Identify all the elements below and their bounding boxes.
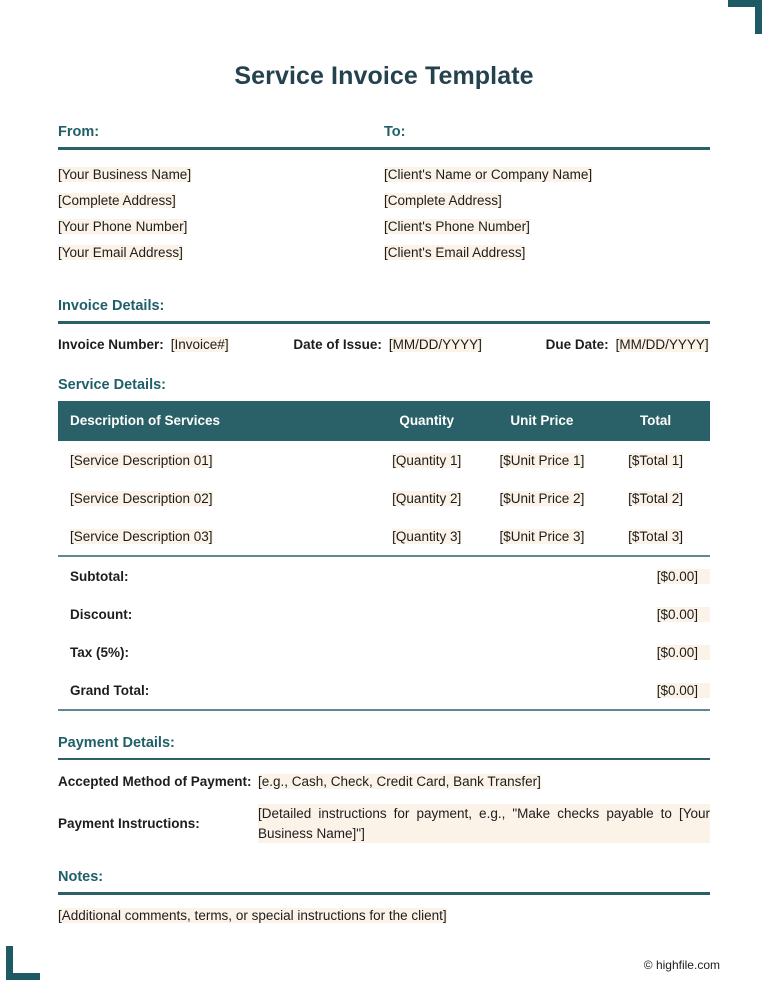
due-date-field (546, 337, 709, 352)
column-header-description: Description of Services (58, 401, 371, 441)
from-to-heading-row (58, 124, 710, 140)
from-heading: From: (58, 124, 100, 140)
notes-body (58, 908, 710, 923)
totals-row-subtotal (58, 557, 710, 595)
payment-instructions-value[interactable]: [Detailed instructions for payment, e.g., "Make checks payable to [Your Business Name]"] (258, 804, 710, 843)
invoice-number-label: Invoice Number: (58, 336, 164, 352)
invoice-number-field (58, 337, 229, 352)
cell-total (601, 517, 710, 555)
totals-row-discount (58, 595, 710, 633)
cell-quantity (371, 479, 483, 517)
document-content (58, 0, 710, 923)
service-table-header (58, 401, 710, 441)
from-to-body (58, 162, 710, 267)
subtotal-value[interactable]: [$0.00] (657, 569, 710, 584)
table-row (58, 517, 710, 555)
invoice-details-divider (58, 321, 710, 324)
grand-total-value[interactable]: [$0.00] (657, 683, 710, 698)
totals-bottom-divider (58, 709, 710, 711)
totals-row-grand-total (58, 671, 710, 709)
table-row (58, 441, 710, 479)
table-row (58, 479, 710, 517)
tax-label: Tax (5%): (70, 644, 130, 660)
cell-quantity (371, 441, 483, 479)
service-details-heading: Service Details: (58, 376, 167, 393)
service-details-table (58, 401, 710, 555)
column-header-quantity: Quantity (371, 401, 483, 441)
notes-heading: Notes: (58, 869, 104, 886)
payment-method-value[interactable]: [e.g., Cash, Check, Credit Card, Bank Transfer] (258, 774, 541, 790)
cell-description (58, 479, 371, 517)
date-of-issue-label: Date of Issue: (293, 336, 382, 352)
column-header-unit-price: Unit Price (483, 401, 601, 441)
to-line (384, 214, 710, 240)
due-date-label: Due Date: (545, 336, 609, 352)
to-line (384, 188, 710, 214)
to-line-text[interactable]: [Client's Phone Number] (384, 218, 530, 234)
cell-quantity (371, 517, 483, 555)
payment-details-divider (58, 758, 710, 761)
corner-bracket-bottom-left (6, 946, 40, 980)
invoice-details-heading: Invoice Details: (58, 298, 165, 315)
to-line (384, 162, 710, 188)
from-line (58, 162, 384, 188)
to-heading: To: (384, 124, 406, 140)
subtotal-label: Subtotal: (70, 568, 129, 584)
from-line-text[interactable]: [Complete Address] (58, 192, 176, 208)
page-title: Service Invoice Template (234, 62, 534, 90)
corner-bracket-top-right (728, 0, 762, 34)
cell-unit-price (483, 441, 601, 479)
totals-block (58, 557, 710, 709)
tax-value[interactable]: [$0.00] (657, 645, 710, 660)
total-value[interactable]: [$Total 1] (628, 452, 683, 468)
date-of-issue-field (293, 337, 482, 352)
from-line-text[interactable]: [Your Email Address] (58, 245, 183, 261)
from-line (58, 214, 384, 240)
cell-total (601, 479, 710, 517)
unit-price-value[interactable]: [$Unit Price 3] (499, 528, 585, 544)
from-to-divider (58, 147, 710, 150)
payment-method-row (58, 774, 710, 789)
cell-unit-price (483, 479, 601, 517)
to-block (384, 162, 710, 267)
service-description-value[interactable]: [Service Description 01] (70, 452, 213, 468)
unit-price-value[interactable]: [$Unit Price 1] (499, 452, 585, 468)
discount-value[interactable]: [$0.00] (657, 607, 710, 622)
to-line-text[interactable]: [Client's Email Address] (384, 245, 526, 261)
cell-description (58, 441, 371, 479)
total-value[interactable]: [$Total 2] (628, 490, 683, 506)
due-date-value[interactable]: [MM/DD/YYYY] (615, 336, 709, 352)
unit-price-value[interactable]: [$Unit Price 2] (499, 490, 585, 506)
payment-details-heading: Payment Details: (58, 734, 175, 751)
table-header-row (58, 401, 710, 441)
invoice-number-value[interactable]: [Invoice#] (170, 336, 229, 352)
service-description-value[interactable]: [Service Description 03] (70, 528, 213, 544)
payment-instructions-label: Payment Instructions: (58, 816, 200, 832)
cell-description (58, 517, 371, 555)
service-table-body (58, 441, 710, 555)
to-line-text[interactable]: [Complete Address] (384, 192, 502, 208)
from-line (58, 240, 384, 266)
payment-instructions-row (58, 804, 710, 843)
quantity-value[interactable]: [Quantity 1] (392, 452, 462, 468)
quantity-value[interactable]: [Quantity 3] (392, 528, 462, 544)
quantity-value[interactable]: [Quantity 2] (392, 490, 462, 506)
from-line (58, 188, 384, 214)
from-line-text[interactable]: [Your Business Name] (58, 166, 192, 182)
notes-divider (58, 892, 710, 895)
cell-total (601, 441, 710, 479)
date-of-issue-value[interactable]: [MM/DD/YYYY] (388, 336, 482, 352)
discount-label: Discount: (70, 606, 133, 622)
footer-credit: © highfile.com (643, 958, 720, 972)
cell-unit-price (483, 517, 601, 555)
to-line (384, 240, 710, 266)
notes-value[interactable]: [Additional comments, terms, or special instructions for the client] (58, 907, 447, 923)
totals-row-tax (58, 633, 710, 671)
payment-method-label: Accepted Method of Payment: (58, 774, 252, 790)
grand-total-label: Grand Total: (70, 682, 150, 698)
to-line-text[interactable]: [Client's Name or Company Name] (384, 166, 593, 182)
invoice-details-row (58, 337, 710, 352)
service-description-value[interactable]: [Service Description 02] (70, 490, 213, 506)
from-block (58, 162, 384, 267)
from-line-text[interactable]: [Your Phone Number] (58, 218, 188, 234)
payment-method-value-wrap (258, 774, 710, 789)
column-header-total: Total (601, 401, 710, 441)
total-value[interactable]: [$Total 3] (628, 528, 683, 544)
